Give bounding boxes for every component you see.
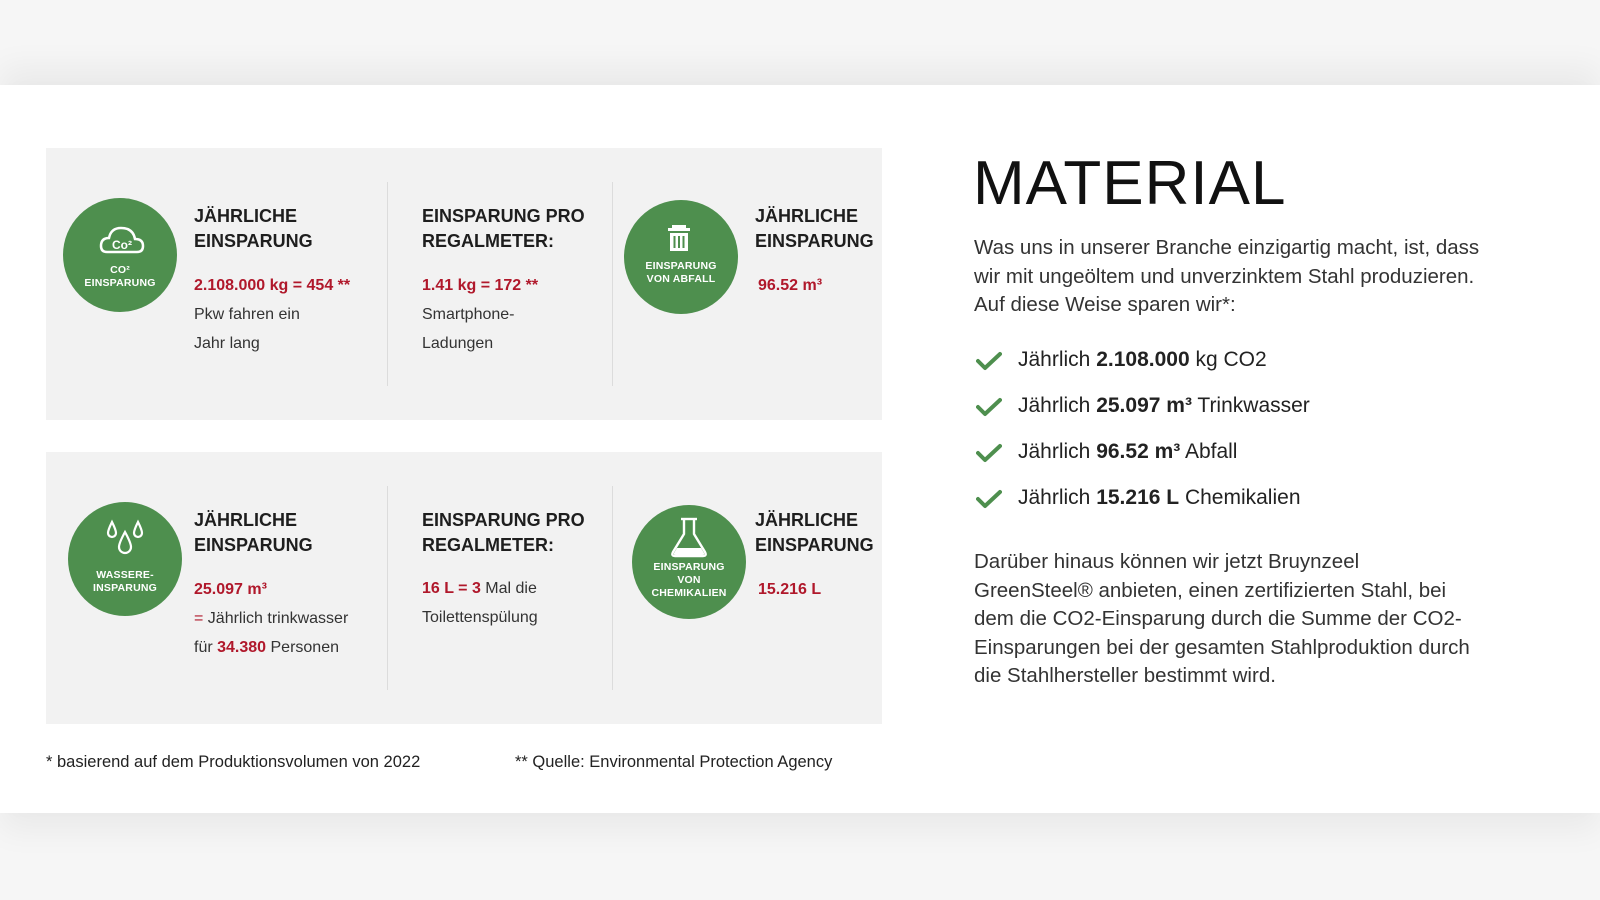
list-item: Jährlich 2.108.000 kg CO2	[976, 345, 1310, 391]
checkmark-icon	[976, 351, 1002, 371]
checkmark-icon	[976, 443, 1002, 463]
cloud-co2-icon	[63, 198, 177, 312]
badge-label: EINSPARUNG	[653, 561, 725, 573]
water-drops-icon	[68, 502, 182, 616]
badge-label: EINSPARUNG	[84, 277, 156, 289]
badge-label: WASSERE-	[96, 569, 154, 581]
page-title: MATERIAL	[973, 149, 1287, 218]
cell-heading: JÄHRLICHE EINSPARUNG	[194, 510, 313, 555]
cell-heading: EINSPARUNG PRO REGALMETER:	[422, 510, 585, 555]
savings-panel-2	[46, 452, 882, 724]
panel-divider	[387, 182, 388, 386]
water-description: = Jährlich trinkwasser für 34.380 Personen	[194, 610, 349, 656]
chemicals-savings-badge	[632, 505, 746, 619]
list-item: Jährlich 25.097 m³ Trinkwasser	[976, 391, 1310, 437]
waste-value: 96.52 m³	[758, 277, 823, 294]
intro-paragraph: Was uns in unserer Branche einzigartig macht, ist, dass wir mit ungeöltem und unverzinktem Stahl produzieren. Auf diese Weise sparen wir*:	[974, 236, 1480, 316]
cell-heading: EINSPARUNG PRO REGALMETER:	[422, 206, 585, 251]
panel-divider	[612, 182, 613, 386]
panel-divider	[387, 486, 388, 690]
checkmark-icon	[976, 489, 1002, 509]
water-savings-badge	[68, 502, 182, 616]
shelf-water-description: 16 L = 3 Mal die Toilettenspülung	[422, 580, 538, 626]
savings-checklist	[976, 345, 1310, 529]
badge-label: CO²	[110, 264, 130, 276]
cell-heading: JÄHRLICHE EINSPARUNG	[194, 206, 313, 251]
badge-label: CHEMIKALIEN	[651, 587, 727, 599]
list-item: Jährlich 15.216 L Chemikalien	[976, 483, 1310, 529]
co2-value: 2.108.000 kg = 454 **	[194, 277, 351, 294]
footnote-source: ** Quelle: Environmental Protection Agency	[515, 753, 833, 771]
water-value: 25.097 m³	[194, 581, 267, 598]
shelf-co2-description: Smartphone- Ladungen	[422, 306, 515, 352]
badge-label: VON	[677, 574, 701, 586]
panel-divider	[612, 486, 613, 690]
co2-description: Pkw fahren ein Jahr lang	[194, 306, 300, 352]
savings-panel-1	[46, 148, 882, 420]
footnote-production-volume: * basierend auf dem Produktionsvolumen von 2022	[46, 753, 421, 771]
list-item: Jährlich 96.52 m³ Abfall	[976, 437, 1310, 483]
badge-label: INSPARUNG	[92, 582, 158, 594]
co2-savings-badge	[63, 198, 177, 312]
trash-icon	[624, 200, 738, 314]
cell-heading: JÄHRLICHE EINSPARUNG	[755, 510, 874, 555]
shelf-co2-value: 1.41 kg = 172 **	[422, 277, 539, 294]
badge-label: EINSPARUNG	[645, 260, 717, 272]
cell-heading: JÄHRLICHE EINSPARUNG	[755, 206, 874, 251]
chemicals-value: 15.216 L	[758, 581, 822, 598]
badge-label: VON ABFALL	[646, 273, 716, 285]
waste-savings-badge	[624, 200, 738, 314]
checkmark-icon	[976, 397, 1002, 417]
greensteel-paragraph: Darüber hinaus können wir jetzt Bruynzeel GreenSteel® anbieten, einen zertifizierten Stahl, bei dem die CO2-Einsparung durch die Summe der CO2-Einsparungen bei der gesamten Stahlproduktion durch die Stahlhersteller bestimmt wird.	[974, 550, 1470, 687]
svg-text:Co²: Co²	[112, 238, 132, 252]
